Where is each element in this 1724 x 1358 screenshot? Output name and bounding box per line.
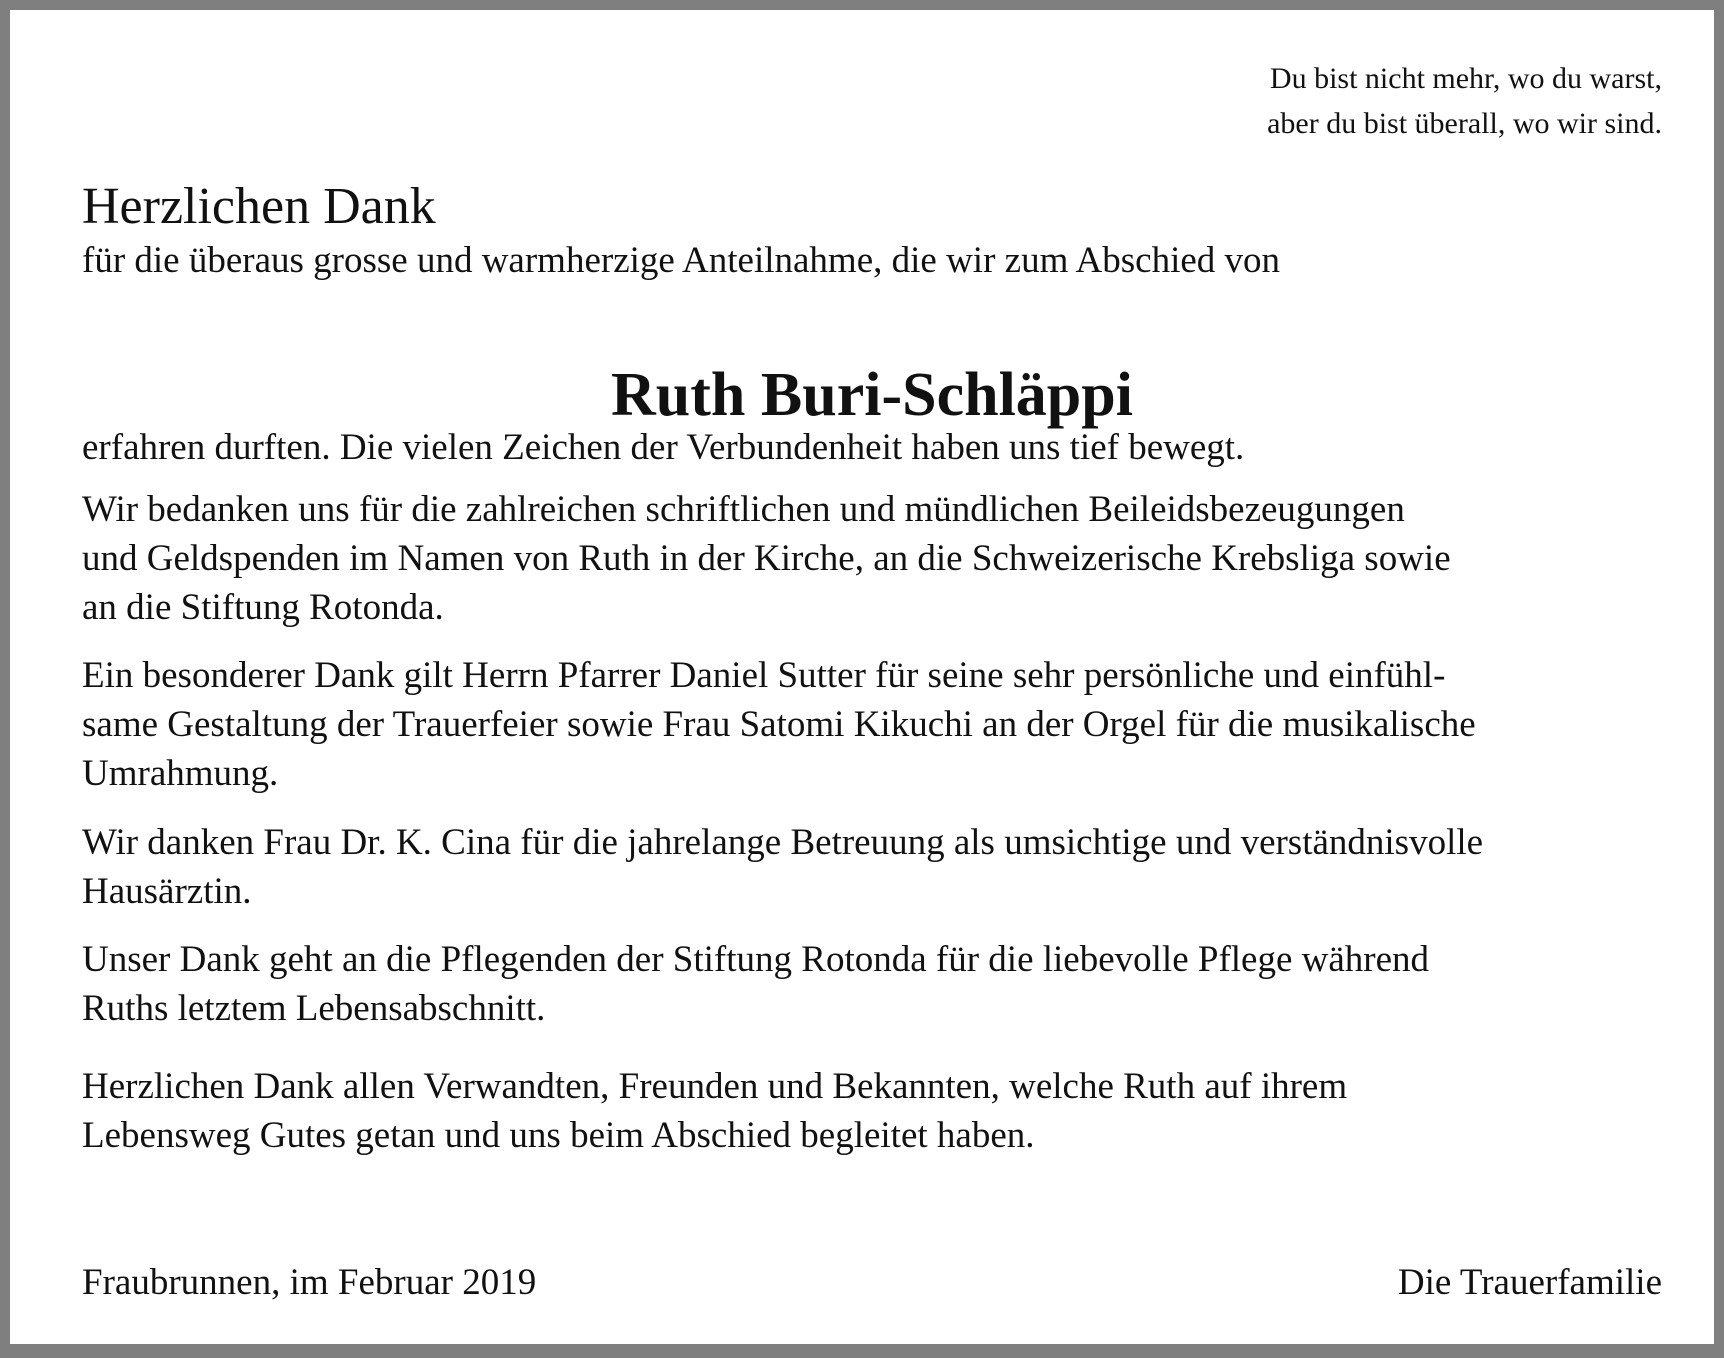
text-line: Ruths letztem Lebensabschnitt. bbox=[82, 988, 546, 1029]
text-line: und Geldspenden im Namen von Ruth in der Kirche, an die Schweizerische Krebsliga sowie bbox=[82, 538, 1451, 579]
paragraph-6 bbox=[82, 1062, 1347, 1160]
signature: Die Trauerfamilie bbox=[1397, 1262, 1662, 1303]
text-line: erfahren durften. Die vielen Zeichen der Verbundenheit haben uns tief bewegt. bbox=[82, 427, 1245, 468]
text-line: Wir danken Frau Dr. K. Cina für die jahrelange Betreuung als umsichtige und verständnisvolle bbox=[82, 822, 1484, 863]
paragraph-5 bbox=[82, 935, 1429, 1033]
obituary-notice bbox=[82, 10, 1662, 1340]
text-line: Herzlichen Dank allen Verwandten, Freunden und Bekannten, welche Ruth auf ihrem bbox=[82, 1066, 1348, 1107]
paragraph-3 bbox=[82, 651, 1476, 798]
text-line: same Gestaltung der Trauerfeier sowie Frau Satomi Kikuchi an der Orgel für die musikalische bbox=[82, 704, 1476, 745]
motto-line: aber du bist überall, wo wir sind. bbox=[1267, 107, 1662, 140]
heading: Herzlichen Dank bbox=[82, 178, 436, 235]
text-line: Wir bedanken uns für die zahlreichen schriftlichen und mündlichen Beileidsbezeugungen bbox=[82, 489, 1405, 530]
paragraph-2 bbox=[82, 485, 1451, 632]
text-line: Lebensweg Gutes getan und uns beim Abschied begleitet haben. bbox=[82, 1115, 1035, 1156]
motto-line: Du bist nicht mehr, wo du warst, bbox=[1269, 62, 1662, 95]
paragraph-4 bbox=[82, 818, 1483, 916]
text-line: Umrahmung. bbox=[82, 753, 279, 794]
paragraph-1 bbox=[82, 423, 1244, 472]
text-line: an die Stiftung Rotonda. bbox=[82, 587, 444, 628]
text-line: Hausärztin. bbox=[82, 871, 252, 912]
deceased-name: Ruth Buri-Schläppi bbox=[610, 361, 1133, 429]
motto bbox=[1267, 56, 1662, 146]
intro-text: für die überaus grosse und warmherzige Anteilnahme, die wir zum Abschied von bbox=[82, 240, 1281, 281]
text-line: Ein besonderer Dank gilt Herrn Pfarrer Daniel Sutter für seine sehr persönliche und einfühl- bbox=[82, 655, 1446, 696]
text-line: Unser Dank geht an die Pflegenden der Stiftung Rotonda für die liebevolle Pflege während bbox=[82, 939, 1430, 980]
place-date: Fraubrunnen, im Februar 2019 bbox=[82, 1262, 537, 1303]
